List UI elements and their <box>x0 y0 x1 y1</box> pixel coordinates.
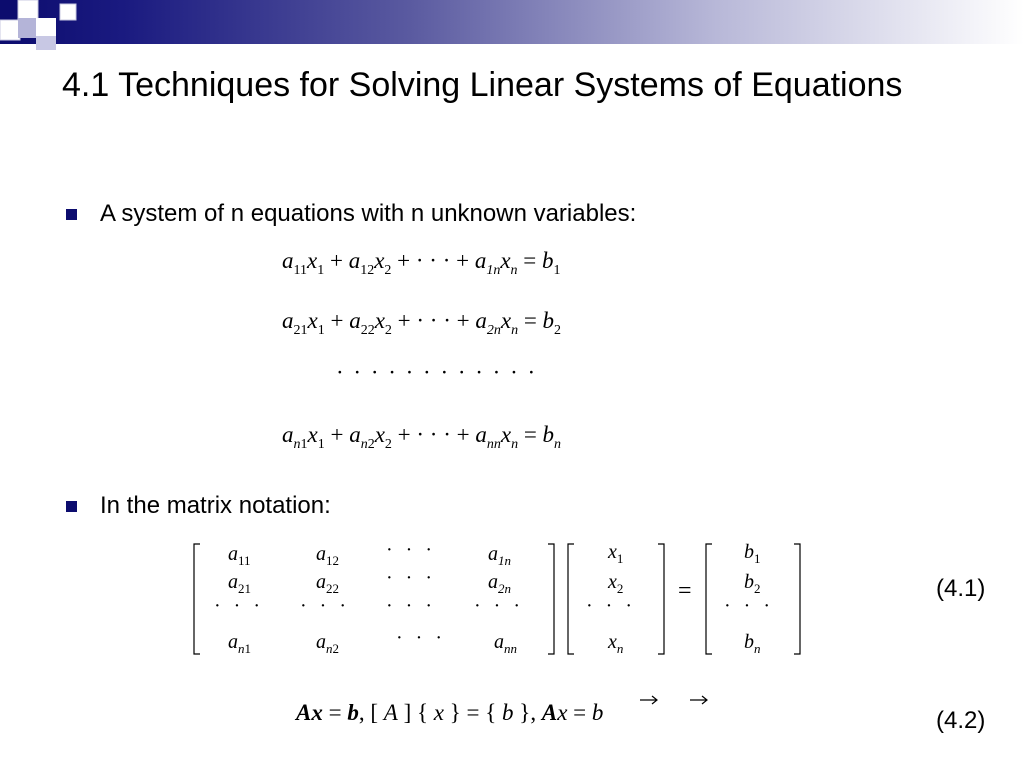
equation-tag-4-2: (4.2) <box>936 707 986 734</box>
vector-arrow-icons <box>640 696 707 704</box>
slide-title: 4.1 Techniques for Solving Linear Systems of Equations <box>62 66 903 104</box>
svg-text:b1: $b_1$ <box>744 541 761 566</box>
svg-text:ann: $a_{nn}$ <box>494 631 517 656</box>
vector-x-entries <box>586 541 636 656</box>
svg-text:· · ·: · · · <box>386 567 436 589</box>
svg-text:bn: $b_n$ <box>744 631 761 656</box>
svg-text:a11: $a_{11}$ <box>228 543 251 568</box>
bullet-label: A system of n equations with n unknown variables: <box>100 200 637 227</box>
svg-text:x1: $x_1$ <box>608 541 624 566</box>
equation-row-1 <box>282 248 561 278</box>
svg-text:· · ·: · · · <box>396 627 446 649</box>
svg-text:an1: $a_n1$ <box>228 631 251 656</box>
svg-text:a2n: $a_{2n}$ <box>488 571 511 596</box>
equation-system-image <box>270 238 710 460</box>
svg-text:a1n: $a_{1n}$ <box>488 543 511 568</box>
equation-row-n <box>282 422 561 452</box>
svg-text:a11x1 + a12x2 + · · · +: $a_{11}x_1 + a_{12}x_2$ + · · · + $a_{1n}x_n = b_1$ <box>282 248 561 278</box>
decorative-squares-logo <box>0 0 90 60</box>
svg-text:· · ·: · · · <box>474 595 524 617</box>
svg-text:an2: $a_n2$ <box>316 631 339 656</box>
svg-text:· · ·: · · · <box>586 595 636 617</box>
svg-text:· · ·: · · · <box>300 595 350 617</box>
compact-notation-image <box>292 690 712 730</box>
equation-row-dots <box>336 360 537 385</box>
svg-text:xn: $x_n$ <box>608 631 624 656</box>
svg-text:a22: $a_{22}$ <box>316 571 339 596</box>
svg-text:· · ·: · · · <box>386 595 436 617</box>
svg-text:an1x1 + an2x2 + · · · +: $a_n1x_1 + a_n2x_2$ + · · · + $a_{nn}x_n = b_n$ <box>282 422 562 452</box>
vector-b-entries <box>724 541 774 656</box>
svg-text:a21x1 + a22x2 + · · · +: $a_{21}x_1 + a_{22}x_2$ + · · · + $a_{2n}x_n = b_2$ <box>282 308 562 338</box>
svg-text:a21: $a_{21}$ <box>228 571 251 596</box>
svg-text:a12: $a_{12}$ <box>316 543 339 568</box>
equals-sign: = <box>678 578 692 604</box>
bullet-square-icon <box>66 209 77 220</box>
bullet-square-icon <box>66 501 77 512</box>
svg-text:b2: $b_2$ <box>744 571 761 596</box>
equation-row-2 <box>282 308 561 338</box>
matrix-equation-image <box>188 536 812 662</box>
svg-text:Ax = b, [ A ] { x } = { b },: Ax = b, [ A ] { x } = { b }, Ax = b <box>296 700 604 725</box>
svg-text:· · ·: · · · <box>214 595 264 617</box>
svg-text:· · ·: · · · <box>724 595 774 617</box>
title-bar-band <box>0 0 1024 44</box>
bullet-label: In the matrix notation: <box>100 492 331 519</box>
matrix-a-entries <box>214 539 524 656</box>
svg-text:x2: $x_2$ <box>608 571 624 596</box>
equation-tag-4-1: (4.1) <box>936 575 986 602</box>
svg-text:· · ·: · · · <box>386 539 436 561</box>
svg-text:· · · · · · · ·: · · · · · · · · · · · · <box>336 360 538 385</box>
